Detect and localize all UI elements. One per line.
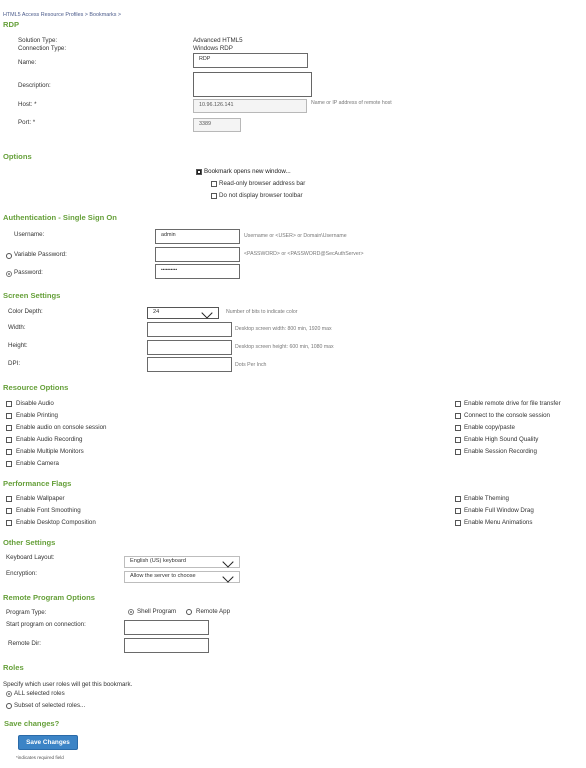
subset-roles-label: Subset of selected roles... xyxy=(14,702,86,709)
height-hint: Desktop screen height: 600 min, 1080 max xyxy=(235,344,334,350)
performance-label: Enable Full Window Drag xyxy=(464,507,534,514)
encryption-value: Allow the server to choose xyxy=(130,573,196,579)
auth-heading: Authentication - Single Sign On xyxy=(3,213,117,222)
resource-checkbox[interactable] xyxy=(6,401,12,407)
width-label: Width: xyxy=(8,324,26,331)
remote-program-heading: Remote Program Options xyxy=(3,593,95,602)
resource-checkbox[interactable] xyxy=(6,461,12,467)
performance-label: Enable Wallpaper xyxy=(16,495,65,502)
username-input[interactable]: admin xyxy=(155,229,240,244)
resource-checkbox[interactable] xyxy=(6,437,12,443)
readonly-bar-checkbox[interactable] xyxy=(211,181,217,187)
host-hint: Name or IP address of remote host xyxy=(311,100,392,106)
username-label: Username: xyxy=(14,231,45,238)
resource-label: Enable remote drive for file transfer xyxy=(464,400,561,407)
dpi-label: DPI: xyxy=(8,360,21,367)
dpi-hint: Dots Per Inch xyxy=(235,362,267,368)
new-window-label: Bookmark opens new window... xyxy=(204,168,291,175)
color-depth-select[interactable] xyxy=(147,307,219,319)
variable-password-radio[interactable] xyxy=(6,253,12,259)
resource-label: Enable Session Recording xyxy=(464,448,537,455)
port-label: Port: * xyxy=(18,119,36,126)
program-type-label: Program Type: xyxy=(6,609,47,616)
color-depth-label: Color Depth: xyxy=(8,308,43,315)
resource-label: Enable audio on console session xyxy=(16,424,107,431)
encryption-label: Encryption: xyxy=(6,570,37,577)
keyboard-value: English (US) keyboard xyxy=(130,558,186,564)
resource-label: Enable copy/paste xyxy=(464,424,515,431)
width-input[interactable] xyxy=(147,322,232,337)
resource-label: Enable Multiple Monitors xyxy=(16,448,84,455)
resource-checkbox[interactable] xyxy=(455,449,461,455)
roles-heading: Roles xyxy=(3,663,24,672)
resource-label: Enable Camera xyxy=(16,460,59,467)
new-window-checkbox[interactable] xyxy=(196,169,202,175)
save-changes-button[interactable]: Save Changes xyxy=(18,735,78,750)
remote-dir-input[interactable] xyxy=(124,638,209,653)
resource-label: Disable Audio xyxy=(16,400,54,407)
color-depth-hint: Number of bits to indicate color xyxy=(226,309,298,315)
width-hint: Desktop screen width: 800 min, 1920 max xyxy=(235,326,332,332)
height-input[interactable] xyxy=(147,340,232,355)
shell-program-radio[interactable] xyxy=(128,609,134,615)
keyboard-label: Keyboard Layout: xyxy=(6,554,55,561)
solution-type-value: Advanced HTML5 xyxy=(193,37,243,44)
performance-checkbox[interactable] xyxy=(455,496,461,502)
shell-program-label: Shell Program xyxy=(137,608,177,615)
description-label: Description: xyxy=(18,82,51,89)
performance-checkbox[interactable] xyxy=(6,496,12,502)
performance-label: Enable Menu Animations xyxy=(464,519,533,526)
remote-app-label: Remote App xyxy=(196,608,231,615)
subset-roles-radio[interactable] xyxy=(6,703,12,709)
performance-checkbox[interactable] xyxy=(6,520,12,526)
page-title: RDP xyxy=(3,20,20,29)
performance-checkbox[interactable] xyxy=(455,508,461,514)
resource-checkbox[interactable] xyxy=(455,413,461,419)
password-radio[interactable] xyxy=(6,271,12,277)
performance-label: Enable Desktop Composition xyxy=(16,519,96,526)
performance-label: Enable Theming xyxy=(464,495,509,502)
resource-label: Enable Printing xyxy=(16,412,58,419)
resource-checkbox[interactable] xyxy=(455,437,461,443)
all-roles-label: ALL selected roles xyxy=(14,690,65,697)
solution-type-label: Solution Type: xyxy=(18,37,58,44)
performance-heading: Performance Flags xyxy=(3,479,72,488)
password-input[interactable]: •••••••••• xyxy=(155,264,240,279)
name-label: Name: xyxy=(18,59,37,66)
options-heading: Options xyxy=(3,152,32,161)
readonly-bar-label: Read-only browser address bar xyxy=(219,180,306,187)
resource-label: Enable High Sound Quality xyxy=(464,436,539,443)
chevron-down-icon xyxy=(201,307,212,318)
resource-label: Connect to the console session xyxy=(464,412,550,419)
no-toolbar-checkbox[interactable] xyxy=(211,193,217,199)
port-input[interactable]: 3389 xyxy=(193,118,241,132)
password-label: Password: xyxy=(14,269,43,276)
resource-checkbox[interactable] xyxy=(455,425,461,431)
dpi-input[interactable] xyxy=(147,357,232,372)
variable-password-hint: <PASSWORD> or <PASSWORD@SecAuthServer> xyxy=(244,251,364,257)
variable-password-label: Variable Password: xyxy=(14,251,67,258)
resource-checkbox[interactable] xyxy=(6,425,12,431)
start-program-label: Start program on connection: xyxy=(6,621,86,628)
resource-checkbox[interactable] xyxy=(6,413,12,419)
remote-dir-label: Remote Dir: xyxy=(8,640,42,647)
all-roles-radio[interactable] xyxy=(6,691,12,697)
keyboard-select[interactable] xyxy=(124,556,240,568)
description-textarea[interactable] xyxy=(193,72,312,97)
no-toolbar-label: Do not display browser toolbar xyxy=(219,192,303,199)
resource-checkbox[interactable] xyxy=(6,449,12,455)
connection-type-label: Connection Type: xyxy=(18,45,67,52)
height-label: Height: xyxy=(8,342,28,349)
chevron-down-icon xyxy=(222,556,233,567)
start-program-input[interactable] xyxy=(124,620,209,635)
resource-label: Enable Audio Recording xyxy=(16,436,83,443)
roles-description: Specify which user roles will get this bookmark. xyxy=(3,681,133,688)
host-label: Host: * xyxy=(18,101,37,108)
name-input[interactable]: RDP xyxy=(193,53,308,68)
host-input[interactable]: 10.96.126.141 xyxy=(193,99,307,113)
variable-password-input[interactable] xyxy=(155,247,240,262)
performance-checkbox[interactable] xyxy=(6,508,12,514)
resource-heading: Resource Options xyxy=(3,383,69,392)
chevron-down-icon xyxy=(222,571,233,582)
other-heading: Other Settings xyxy=(3,538,56,547)
resource-checkbox[interactable] xyxy=(455,401,461,407)
required-note: *indicates required field xyxy=(16,755,64,760)
color-depth-value: 24 xyxy=(153,309,160,315)
performance-label: Enable Font Smoothing xyxy=(16,507,81,514)
performance-checkbox[interactable] xyxy=(455,520,461,526)
remote-app-radio[interactable] xyxy=(186,609,192,615)
screen-heading: Screen Settings xyxy=(3,291,61,300)
username-hint: Username or <USER> or Domain\Username xyxy=(244,233,347,239)
breadcrumb[interactable]: HTML5 Access Resource Profiles > Bookmarks > xyxy=(3,12,122,18)
encryption-select[interactable] xyxy=(124,571,240,583)
connection-type-value: Windows RDP xyxy=(193,45,233,52)
save-heading: Save changes? xyxy=(4,719,60,728)
